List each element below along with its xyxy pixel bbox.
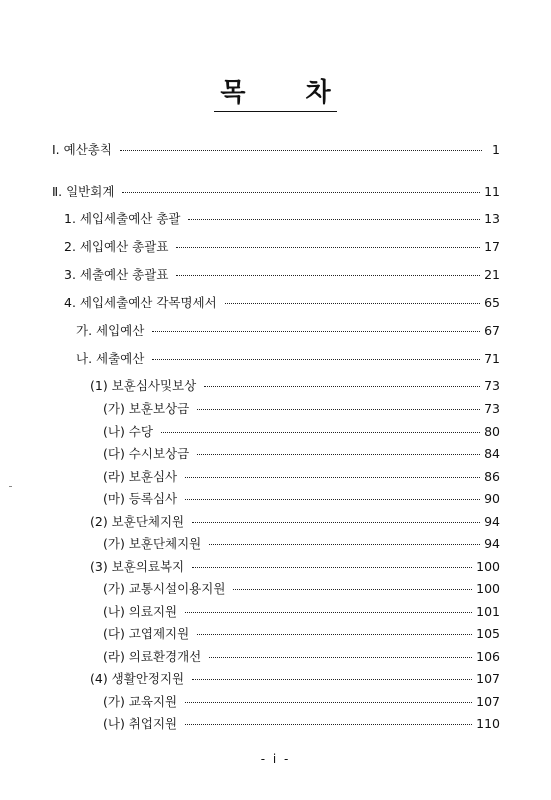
toc-page-number: 86 [484, 469, 500, 484]
toc-page-number: 21 [484, 267, 500, 282]
toc-entry[interactable] [103, 624, 500, 642]
toc-entry[interactable] [103, 602, 500, 620]
dot-leader [185, 499, 480, 500]
dot-leader [152, 359, 480, 360]
toc-entry[interactable] [103, 692, 500, 710]
dot-leader [122, 192, 480, 193]
toc-entry-section-2[interactable] [52, 182, 500, 200]
toc-label: (가) 교통시설이용지원 [103, 581, 226, 596]
toc-page-number: 84 [484, 446, 500, 461]
toc-entry[interactable] [64, 265, 500, 283]
toc-page-number: 13 [484, 211, 500, 226]
toc-entry[interactable] [64, 237, 500, 255]
toc-page-number: 101 [476, 604, 500, 619]
toc-label: (라) 의료환경개선 [103, 649, 202, 664]
dot-leader [192, 567, 472, 568]
dot-leader [233, 589, 472, 590]
toc-page-number: 80 [484, 424, 500, 439]
dot-leader [204, 386, 480, 387]
dot-leader [209, 544, 480, 545]
toc-label: (가) 보훈단체지원 [103, 536, 202, 551]
toc-label: (나) 취업지원 [103, 716, 178, 731]
toc-label: (가) 보훈보상금 [103, 401, 190, 416]
toc-entry[interactable] [76, 321, 500, 339]
toc-page-number: 65 [484, 295, 500, 310]
toc-entry[interactable] [103, 444, 500, 462]
page-footer-number: - i - [260, 752, 291, 766]
dot-leader [176, 275, 480, 276]
dot-leader [192, 679, 472, 680]
toc-entry[interactable] [90, 512, 500, 530]
toc-label: (2) 보훈단체지원 [90, 514, 185, 529]
toc-label: (라) 보훈심사 [103, 469, 178, 484]
toc-entry[interactable] [64, 209, 500, 227]
toc-entry-section-1[interactable] [52, 140, 500, 158]
dot-leader [185, 612, 472, 613]
title-left-char: 목 [220, 78, 246, 108]
dot-leader [197, 409, 480, 410]
toc-page-number: 107 [476, 694, 500, 709]
dot-leader [152, 331, 480, 332]
toc-page-number: 105 [476, 626, 500, 641]
toc-label: (마) 등록심사 [103, 491, 178, 506]
toc-label: (다) 고엽제지원 [103, 626, 190, 641]
toc-entry[interactable] [103, 422, 500, 440]
dot-leader [197, 454, 480, 455]
toc-page-number: 17 [484, 239, 500, 254]
dot-leader [192, 522, 480, 523]
scan-artifact [9, 486, 12, 487]
toc-entry[interactable] [103, 489, 500, 507]
toc-page-number: 90 [484, 491, 500, 506]
toc-entry[interactable] [103, 399, 500, 417]
dot-leader [225, 303, 480, 304]
toc-page-number: 106 [476, 649, 500, 664]
dot-leader [185, 702, 472, 703]
toc-label: 나. 세출예산 [76, 351, 145, 366]
toc-page-number: 100 [476, 581, 500, 596]
dot-leader [185, 477, 480, 478]
toc-entry[interactable] [90, 669, 500, 687]
dot-leader [176, 247, 480, 248]
toc-entry[interactable] [103, 579, 500, 597]
toc-page-number: 67 [484, 323, 500, 338]
toc-entry[interactable] [103, 647, 500, 665]
toc-page-number: 71 [484, 351, 500, 366]
toc-entry[interactable] [103, 534, 500, 552]
toc-entry[interactable] [103, 467, 500, 485]
toc-page-number: 100 [476, 559, 500, 574]
toc-page-number: 11 [484, 184, 500, 199]
toc-label: (나) 의료지원 [103, 604, 178, 619]
dot-leader [161, 432, 480, 433]
toc-label: (4) 생활안정지원 [90, 671, 185, 686]
toc-entry[interactable] [90, 557, 500, 575]
toc-label: Ⅰ. 예산총칙 [52, 142, 112, 157]
dot-leader [120, 150, 482, 151]
toc-page-number: 94 [484, 536, 500, 551]
toc-label: (1) 보훈심사및보상 [90, 378, 197, 393]
toc-label: 4. 세입세출예산 각목명세서 [64, 295, 217, 310]
title-right-char: 차 [305, 78, 331, 108]
toc-label: (다) 수시보상금 [103, 446, 190, 461]
toc-entry[interactable] [90, 376, 500, 394]
toc-page-number: 1 [492, 142, 500, 157]
toc-page-number: 73 [484, 378, 500, 393]
toc-entry[interactable] [64, 293, 500, 311]
toc-label: (3) 보훈의료복지 [90, 559, 185, 574]
dot-leader [185, 724, 472, 725]
toc-label: (나) 수당 [103, 424, 153, 439]
toc-label: (가) 교육지원 [103, 694, 178, 709]
toc-page-number: 94 [484, 514, 500, 529]
toc-page-number: 107 [476, 671, 500, 686]
toc-label: 2. 세입예산 총괄표 [64, 239, 169, 254]
dot-leader [209, 657, 472, 658]
toc-entry[interactable] [103, 714, 500, 732]
toc-page-number: 73 [484, 401, 500, 416]
toc-label: Ⅱ. 일반회계 [52, 184, 115, 199]
toc-page-number: 110 [476, 716, 500, 731]
toc-label: 1. 세입세출예산 총괄 [64, 211, 181, 226]
toc-entry[interactable] [76, 349, 500, 367]
dot-leader [197, 634, 472, 635]
toc-label: 가. 세입예산 [76, 323, 145, 338]
toc-label: 3. 세출예산 총괄표 [64, 267, 169, 282]
dot-leader [188, 219, 480, 220]
